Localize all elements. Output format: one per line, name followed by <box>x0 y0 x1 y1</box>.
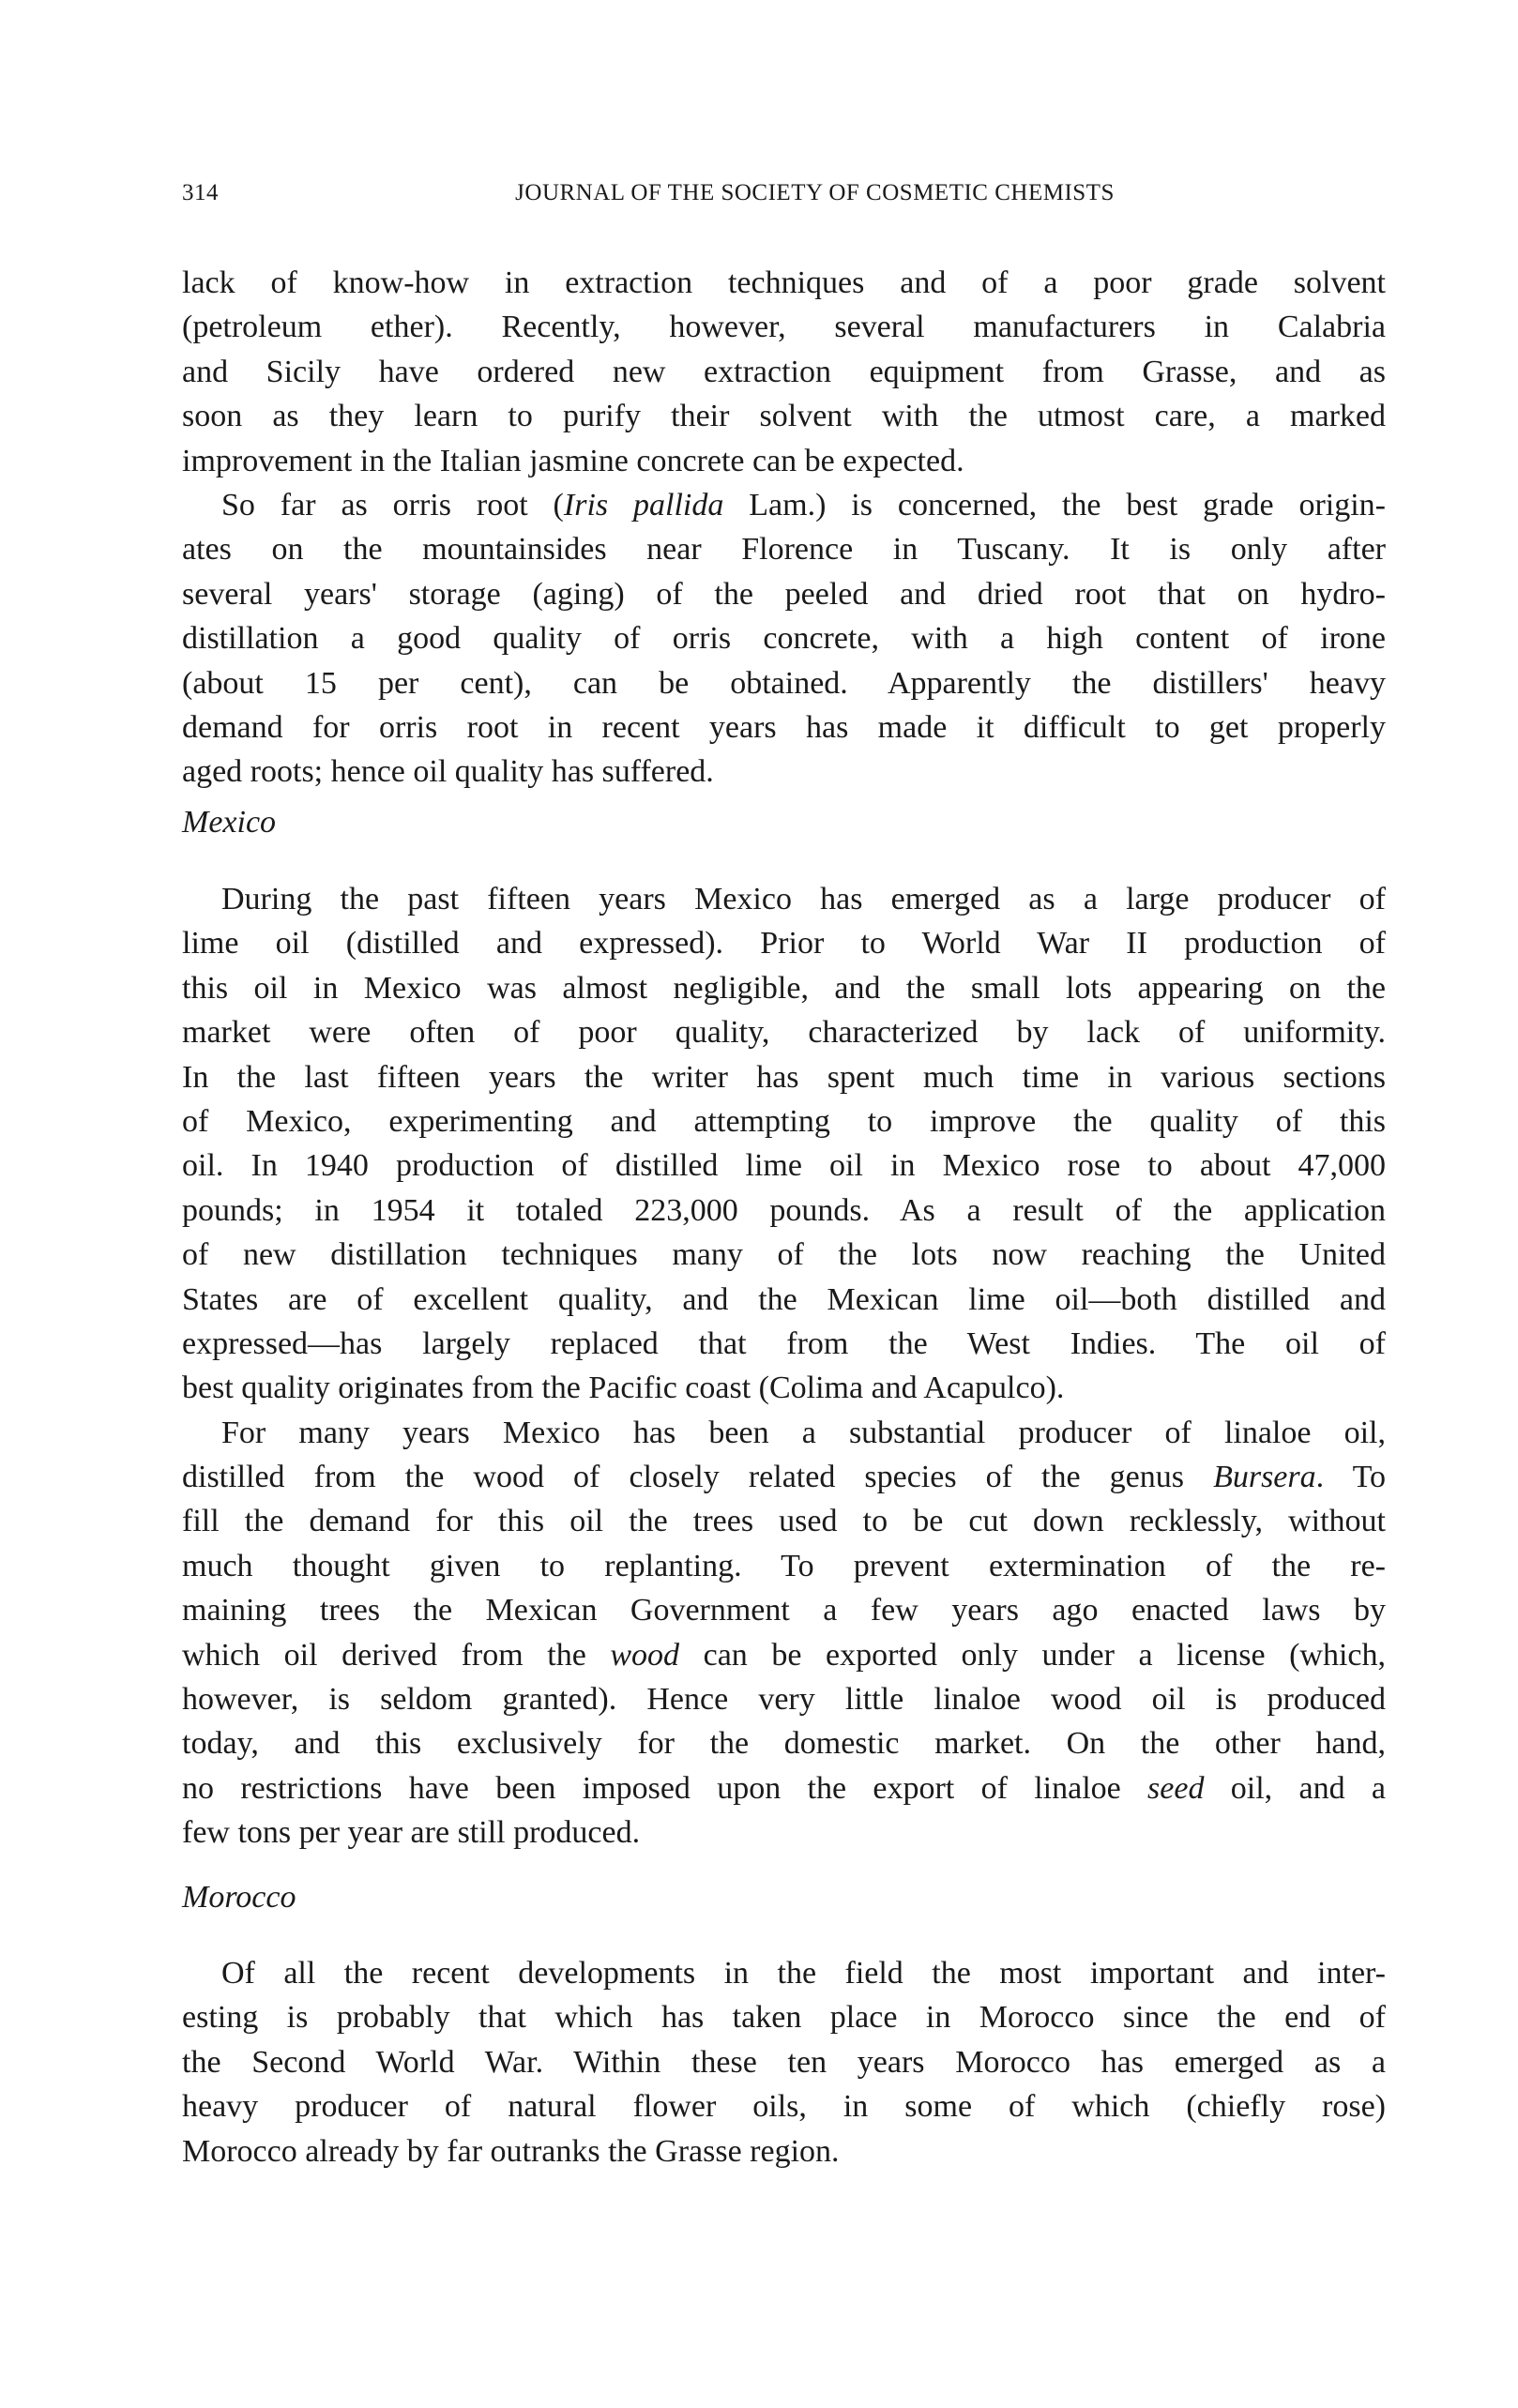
paragraph <box>182 483 1386 795</box>
paragraph <box>182 1951 1386 2173</box>
text-line <box>182 439 1386 483</box>
text-line <box>182 1143 1386 1188</box>
text-line <box>182 750 1386 794</box>
text-run: this oil in Mexico was almost negligible, and the small lots appearing on the <box>182 970 1386 1006</box>
text-run: heavy producer of natural flower oils, in some of which (chiefly rose) <box>182 2089 1386 2125</box>
text-line <box>182 1455 1386 1499</box>
text-run: soon as they learn to purify their solvent with the utmost care, a marked <box>182 399 1386 434</box>
text-run: of new distillation techniques many of the lots now reaching the United <box>182 1237 1386 1273</box>
text-line <box>182 305 1386 349</box>
text-line <box>182 1721 1386 1765</box>
text-run: fill the demand for this oil the trees used to be cut down recklessly, without <box>182 1504 1386 1539</box>
text-line <box>182 1099 1386 1143</box>
text-line <box>182 705 1386 750</box>
text-run: few tons per year are still produced. <box>182 1815 641 1851</box>
section-morocco <box>182 1951 1386 2173</box>
section-mexico <box>182 877 1386 1855</box>
text-line <box>182 2084 1386 2128</box>
text-run: today, and this exclusively for the domestic market. On the other hand, <box>182 1726 1386 1762</box>
text-line <box>182 394 1386 438</box>
text-line <box>182 1055 1386 1099</box>
text-run: expressed—has largely replaced that from the West Indies. The oil of <box>182 1325 1386 1361</box>
text-run: Lam.) is concerned, the best grade origin- <box>723 487 1387 522</box>
text-line <box>182 661 1386 705</box>
text-line <box>182 527 1386 571</box>
text-run: Of all the recent developments in the field the most important and inter- <box>221 1956 1386 1991</box>
paragraph <box>182 261 1386 483</box>
text-run: pounds; in 1954 it totaled 223,000 pounds. As a result of the application <box>182 1192 1386 1228</box>
text-run: maining trees the Mexican Government a few years ago enacted laws by <box>182 1593 1386 1628</box>
text-line <box>182 483 1386 527</box>
text-line <box>182 616 1386 660</box>
text-line <box>182 1995 1386 2039</box>
text-run: So far as orris root ( <box>221 487 564 522</box>
text-run: however, is seldom granted). Hence very little linaloe wood oil is produced <box>182 1682 1386 1718</box>
text-line <box>182 1010 1386 1054</box>
text-run: and Sicily have ordered new extraction equipment from Grasse, and as <box>182 354 1386 389</box>
text-line <box>182 1189 1386 1233</box>
text-line <box>182 877 1386 921</box>
text-run: esting is probably that which has taken place in Morocco since the end of <box>182 2000 1386 2036</box>
section-heading-mexico: Mexico <box>182 805 277 840</box>
text-run: oil, and a <box>1204 1770 1386 1806</box>
text-run: distillation a good quality of orris concrete, with a high content of irone <box>182 621 1386 657</box>
text-run: oil. In 1940 production of distilled lime oil in Mexico rose to about 47,000 <box>182 1148 1386 1184</box>
page-number: 314 <box>182 180 219 205</box>
italic-text: wood <box>610 1637 680 1673</box>
paragraph <box>182 877 1386 1411</box>
running-title: JOURNAL OF THE SOCIETY OF COSMETIC CHEMISTS <box>515 180 1115 205</box>
text-line <box>182 1233 1386 1277</box>
text-run: (petroleum ether). Recently, however, several manufacturers in Calabria <box>182 310 1386 345</box>
text-line <box>182 1499 1386 1543</box>
text-run: States are of excellent quality, and the Mexican lime oil—both distilled and <box>182 1281 1386 1317</box>
text-line <box>182 1322 1386 1366</box>
text-run: (about 15 per cent), can be obtained. Apparently the distillers' heavy <box>182 665 1386 701</box>
text-line <box>182 1677 1386 1721</box>
italic-text: Iris pallida <box>563 487 724 522</box>
text-run: no restrictions have been imposed upon the export of linaloe <box>182 1770 1148 1806</box>
text-line <box>182 966 1386 1010</box>
text-run: much thought given to replanting. To prevent extermination of the re- <box>182 1548 1386 1583</box>
text-run: During the past fifteen years Mexico has emerged as a large producer of <box>221 882 1386 916</box>
text-line <box>182 921 1386 965</box>
section-heading-morocco: Morocco <box>182 1880 296 1915</box>
italic-text: seed <box>1147 1770 1205 1806</box>
text-run: best quality originates from the Pacific coast (Colima and Acapulco). <box>182 1371 1065 1406</box>
text-line <box>182 2040 1386 2084</box>
text-run: lack of know-how in extraction techniques and of a poor grade solvent <box>182 265 1386 300</box>
paragraph <box>182 1411 1386 1855</box>
text-run: can be exported only under a license (which, <box>679 1637 1387 1673</box>
text-line <box>182 1366 1386 1410</box>
text-line <box>182 1633 1386 1677</box>
text-run: several years' storage (aging) of the peeled and dried root that on hydro- <box>182 576 1386 612</box>
text-run: distilled from the wood of closely related species of the genus <box>182 1460 1214 1495</box>
text-run: of Mexico, experimenting and attempting to improve the quality of this <box>182 1103 1386 1139</box>
text-line <box>182 261 1386 305</box>
running-header <box>182 180 1386 218</box>
text-line <box>182 350 1386 394</box>
text-line <box>182 1411 1386 1455</box>
text-run: ates on the mountainsides near Florence in Tuscany. It is only after <box>182 532 1386 568</box>
text-line <box>182 1766 1386 1810</box>
text-run: For many years Mexico has been a substantial producer of linaloe oil, <box>221 1415 1386 1450</box>
text-run: market were often of poor quality, characterized by lack of uniformity. <box>182 1015 1386 1051</box>
section-intro <box>182 261 1386 795</box>
text-line <box>182 1951 1386 1995</box>
text-line <box>182 1588 1386 1632</box>
text-run: demand for orris root in recent years has made it difficult to get properly <box>182 709 1386 745</box>
text-run: . To <box>1315 1460 1386 1495</box>
text-run: aged roots; hence oil quality has suffered. <box>182 754 714 790</box>
text-run: improvement in the Italian jasmine concrete can be expected. <box>182 443 964 478</box>
text-line <box>182 2129 1386 2173</box>
text-run: In the last fifteen years the writer has spent much time in various sections <box>182 1059 1386 1095</box>
text-run: lime oil (distilled and expressed). Prior to World War II production of <box>182 926 1386 962</box>
text-run: which oil derived from the <box>182 1637 611 1673</box>
text-line <box>182 1810 1386 1855</box>
text-line <box>182 1278 1386 1322</box>
text-line <box>182 572 1386 616</box>
text-run: the Second World War. Within these ten years Morocco has emerged as a <box>182 2044 1386 2080</box>
text-run: Morocco already by far outranks the Grasse region. <box>182 2133 840 2169</box>
italic-text: Bursera <box>1213 1460 1316 1495</box>
text-line <box>182 1544 1386 1588</box>
